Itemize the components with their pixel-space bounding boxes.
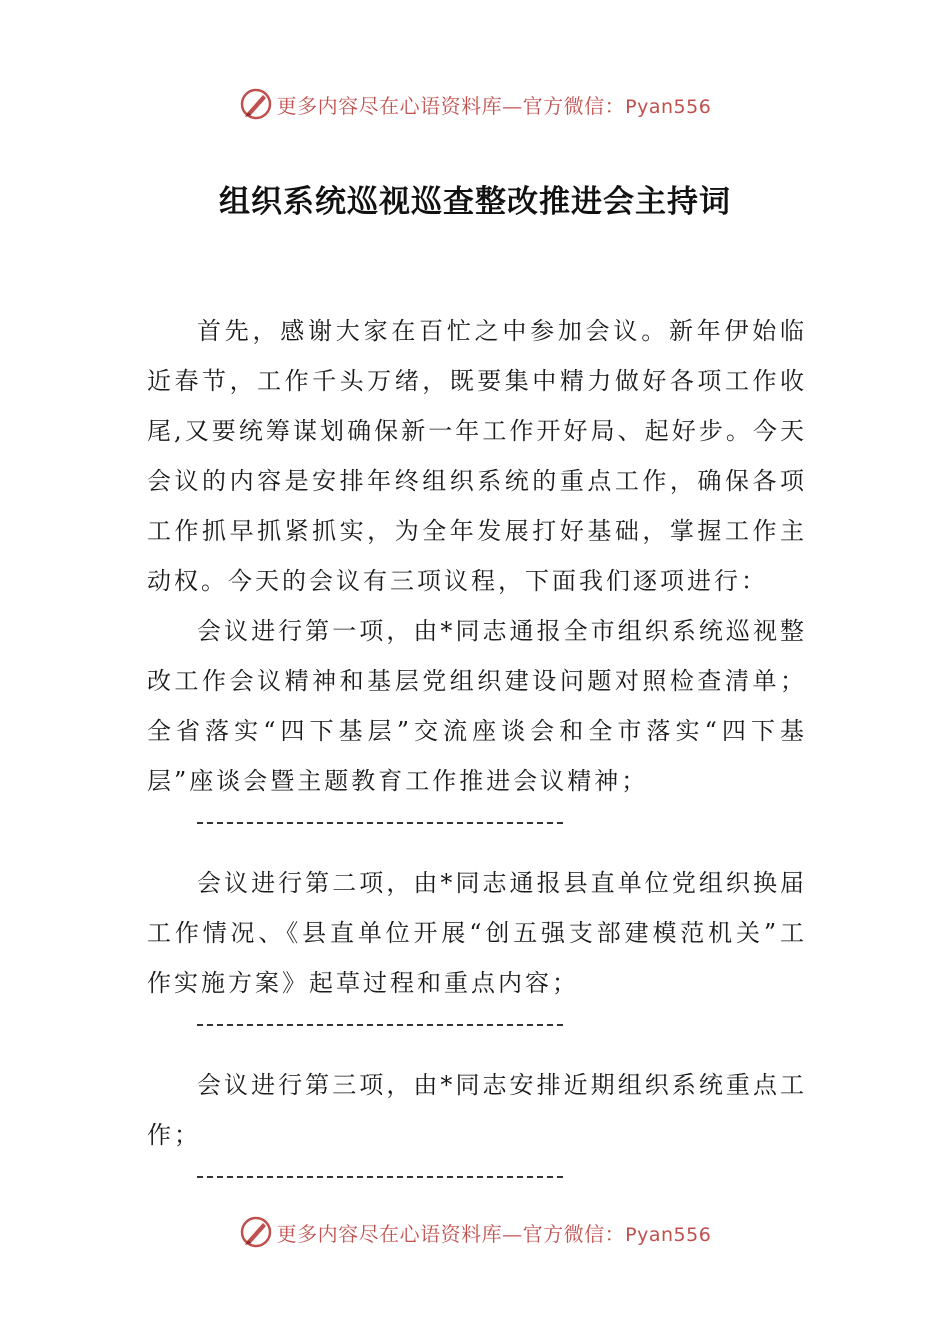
footer-banner-text: 更多内容尽在心语资料库—官方微信：Pyan556: [276, 1221, 712, 1246]
header-banner: [0, 84, 950, 124]
document-body: [147, 306, 807, 1212]
header-banner-text: 更多内容尽在心语资料库—官方微信：Pyan556: [276, 93, 712, 118]
pen-seal-icon: [239, 1215, 273, 1249]
dashed-separator: [197, 1024, 563, 1044]
dashed-separator: [197, 822, 563, 842]
paragraph-item-1: 会议进行第一项，由*同志通报全市组织系统巡视整改工作会议精神和基层党组织建设问题对照检查清单；全省落实“四下基层”交流座谈会和全市落实“四下基层”座谈会暨主题教育工作推进会议精神；: [147, 617, 807, 795]
paragraph-intro: 首先，感谢大家在百忙之中参加会议。新年伊始临近春节，工作千头万绪，既要集中精力做好各项工作收尾,又要统筹谋划确保新一年工作开好局、起好步。今天会议的内容是安排年终组织系统的重点工作，确保各项工作抓早抓紧抓实，为全年发展打好基础，掌握工作主动权。今天的会议有三项议程，下面我们逐项进行：: [147, 317, 807, 595]
pen-seal-icon: [239, 87, 273, 121]
footer-banner: [0, 1212, 950, 1252]
paragraph-item-3: 会议进行第三项，由*同志安排近期组织系统重点工作；: [147, 1071, 807, 1149]
dashed-separator: [197, 1176, 563, 1196]
page-title: 组织系统巡视巡查整改推进会主持词: [219, 184, 731, 220]
paragraph-item-2: 会议进行第二项，由*同志通报县直单位党组织换届工作情况、《县直单位开展“创五强支部建模范机关”工作实施方案》起草过程和重点内容；: [147, 869, 807, 997]
